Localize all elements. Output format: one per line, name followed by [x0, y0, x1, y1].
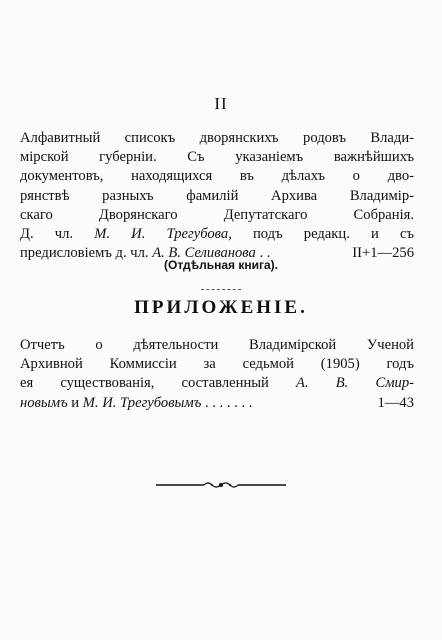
entry-text: предисловіемъ д. чл.	[20, 245, 153, 262]
author-name: М. И. Трегубовымъ	[82, 394, 202, 411]
leader-dots: . .	[255, 245, 271, 262]
appendix-heading: ПРИЛОЖЕНІЕ.	[134, 297, 308, 318]
entry-text: и	[67, 394, 83, 411]
page-range: II+1—256	[352, 245, 414, 262]
entry-text: ея существованія, составленный	[20, 375, 297, 392]
entry-line: скаго Дворянскаго Депутатскаго Собранія.	[20, 206, 414, 223]
editor-name: М. И. Трегубова	[94, 225, 229, 242]
entry-line	[20, 394, 414, 413]
preface-author-name: А. В. Селиванова	[152, 245, 256, 262]
author-name: новымъ	[20, 394, 68, 411]
ornamental-divider	[156, 480, 286, 490]
leader-dots: . . . . . . .	[201, 394, 253, 411]
separate-book-note: (Отдѣльная книга).	[164, 258, 278, 272]
short-rule	[201, 289, 241, 290]
entry-line: рянствѣ разныхъ фамилій Архива Владимір-	[20, 187, 414, 204]
entry-line	[20, 225, 414, 244]
entry-text: , подъ редакц. и съ	[228, 225, 414, 242]
entry-line: документовъ, находящихся въ дѣлахъ о дво-	[20, 168, 414, 185]
catalog-entry-nobility-list	[20, 129, 414, 263]
entry-line: мірской губерніи. Съ указаніемъ важнѣйшихъ	[20, 149, 414, 166]
entry-line: Отчетъ о дѣятельности Владимірской Ученой	[20, 337, 414, 353]
entry-text: Д. чл.	[20, 225, 95, 242]
section-number: II	[214, 94, 228, 113]
entry-line	[20, 374, 414, 393]
entry-line: Алфавитный списокъ дворянскихъ родовъ Влади-	[20, 130, 414, 146]
catalog-entry-annual-report	[20, 336, 414, 413]
page-range: 1—43	[377, 394, 414, 411]
author-name: А. В. Смир-	[296, 375, 414, 392]
entry-line: Архивной Коммиссіи за седьмой (1905) годъ	[20, 356, 414, 373]
